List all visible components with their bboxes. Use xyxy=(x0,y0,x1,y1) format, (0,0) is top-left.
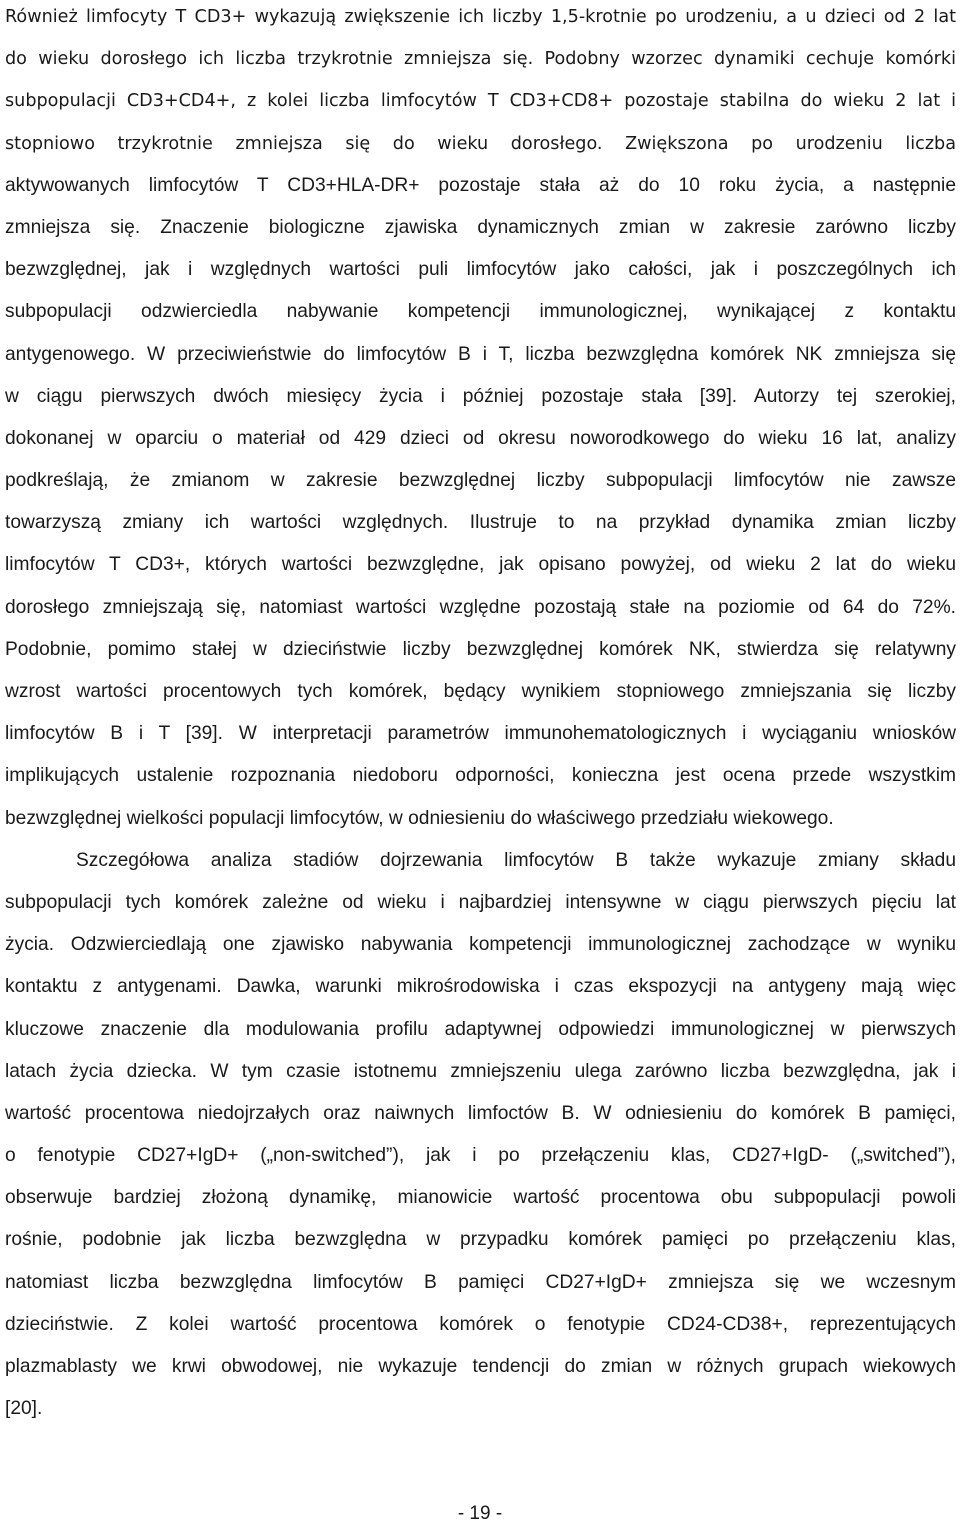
text-line: subpopulacji odzwierciedla nabywanie kompetencji immunologicznej, wynikającej z kontaktu xyxy=(5,301,956,323)
text-line: dzieciństwie. Z kolei wartość procentowa komórek o fenotypie CD24-CD38+, reprezentujących xyxy=(5,1313,956,1335)
text-line: bezwzględnej, jak i względnych wartości puli limfocytów jako całości, jak i poszczególnych ich xyxy=(5,259,956,281)
text-line: natomiast liczba bezwzględna limfocytów B pamięci CD27+IgD+ zmniejsza się we wczesnym xyxy=(5,1271,956,1293)
text-line: wartość procentowa niedojrzałych oraz naiwnych limfoctów B. W odniesieniu do komórek B pamięci, xyxy=(5,1102,956,1124)
text-line: kluczowe znaczenie dla modulowania profilu adaptywnej odpowiedzi immunologicznej w pierwszych xyxy=(5,1018,956,1040)
paragraph-lymphocyte-dynamics xyxy=(5,0,956,840)
text-line: aktywowanych limfocytów T CD3+HLA-DR+ pozostaje stała aż do 10 roku życia, a następnie xyxy=(5,174,956,196)
text-line: Podobnie, pomimo stałej w dzieciństwie liczby bezwzględnej komórek NK, stwierdza się relatywny xyxy=(5,638,956,660)
text-line: Szczegółowa analiza stadiów dojrzewania limfocytów B także wykazuje zmiany składu xyxy=(76,849,956,871)
text-line: zmniejsza się. Znaczenie biologiczne zjawiska dynamicznych zmian w zakresie zarówno liczby xyxy=(5,216,956,238)
text-line: limfocytów B i T [39]. W interpretacji parametrów immunohematologicznych i wyciąganiu wniosków xyxy=(5,723,956,745)
text-line: w ciągu pierwszych dwóch miesięcy życia i później pozostaje stała [39]. Autorzy tej szerokiej, xyxy=(5,385,956,407)
text-line: obserwuje bardziej złożoną dynamikę, mianowicie wartość procentowa obu subpopulacji powoli xyxy=(5,1187,956,1209)
text-line: podkreślają, że zmianom w zakresie bezwzględnej liczby subpopulacji limfocytów nie zawsze xyxy=(5,470,956,492)
text-line: subpopulacji CD3+CD4+, z kolei liczba limfocytów T CD3+CD8+ pozostaje stabilna do wieku 2 lat i xyxy=(5,91,956,112)
text-line: bezwzględnej wielkości populacji limfocytów, w odniesieniu do właściwego przedziału wiekowego. xyxy=(5,807,834,829)
text-line: subpopulacji tych komórek zależne od wieku i najbardziej intensywne w ciągu pierwszych pięciu lat xyxy=(5,891,956,913)
text-line: towarzyszą zmiany ich wartości względnych. Ilustruje to na przykład dynamika zmian liczby xyxy=(5,512,956,534)
text-line: kontaktu z antygenami. Dawka, warunki mikrośrodowiska i czas ekspozycji na antygeny mają więc xyxy=(5,976,956,998)
text-line: wzrost wartości procentowych tych komórek, będący wynikiem stopniowego zmniejszania się liczby xyxy=(5,681,956,702)
text-line: latach życia dziecka. W tym czasie istotnemu zmniejszeniu ulega zarówno liczba bezwzględna, jak i xyxy=(5,1060,956,1082)
document-page xyxy=(5,0,956,1430)
text-line: o fenotypie CD27+IgD+ („non-switched”), jak i po przełączeniu klas, CD27+IgD- („switched”), xyxy=(5,1145,956,1167)
text-line: życia. Odzwierciedlają one zjawisko nabywania kompetencji immunologicznej zachodzące w wyniku xyxy=(5,934,956,956)
text-line: stopniowo trzykrotnie zmniejsza się do wieku dorosłego. Zwiększona po urodzeniu liczba xyxy=(5,133,956,154)
text-line: plazmablasty we krwi obwodowej, nie wykazuje tendencji do zmian w różnych grupach wiekowych xyxy=(5,1356,956,1377)
text-line: [20]. xyxy=(5,1398,43,1420)
text-line: rośnie, podobnie jak liczba bezwzględna w przypadku komórek pamięci po przełączeniu klas, xyxy=(5,1229,956,1251)
text-line: implikujących ustalenie rozpoznania niedoboru odporności, konieczna jest ocena przede wszystkim xyxy=(5,765,956,787)
text-line: antygenowego. W przeciwieństwie do limfocytów B i T, liczba bezwzględna komórek NK zmniejsza się xyxy=(5,343,956,365)
text-line: dorosłego zmniejszają się, natomiast wartości względne pozostają stałe na poziomie od 64 do 72%. xyxy=(5,596,956,618)
page-number: - 19 - xyxy=(457,1503,503,1524)
text-line: dokonanej w oparciu o materiał od 429 dzieci od okresu noworodkowego do wieku 16 lat, analizy xyxy=(5,427,956,449)
paragraph-b-cell-maturation xyxy=(5,840,956,1431)
text-line: Również limfocyty T CD3+ wykazują zwiększenie ich liczby 1,5-krotnie po urodzeniu, a u dzieci od 2 lat xyxy=(5,7,956,27)
text-line: do wieku dorosłego ich liczba trzykrotnie zmniejsza się. Podobny wzorzec dynamiki cechuje komórki xyxy=(5,49,956,70)
text-line: limfocytów T CD3+, których wartości bezwzględne, jak opisano powyżej, od wieku 2 lat do wieku xyxy=(5,554,956,576)
